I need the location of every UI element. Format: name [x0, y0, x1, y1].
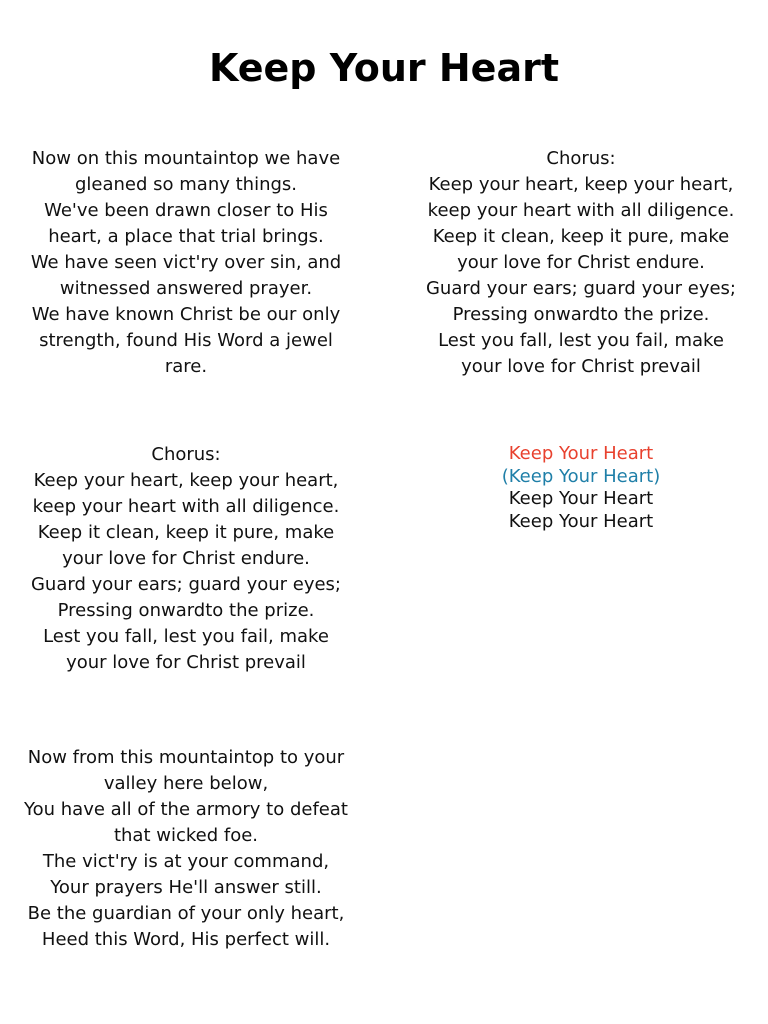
- lyric-line: Lest you fall, lest you fail, make: [43, 626, 329, 647]
- tag-line: Keep Your Heart: [508, 488, 654, 510]
- lyric-line: We've been drawn closer to His: [44, 200, 328, 221]
- lyric-line: Lest you fall, lest you fail, make: [438, 330, 724, 351]
- lyric-line: strength, found His Word a jewel: [39, 330, 333, 351]
- lyric-line: witnessed answered prayer.: [59, 278, 313, 299]
- chorus-1: [400, 146, 762, 380]
- lyric-line: keep your heart with all diligence.: [427, 200, 735, 221]
- lyric-line: Guard your ears; guard your eyes;: [425, 278, 737, 299]
- verse-1: [6, 146, 366, 380]
- lyric-line: We have seen vict'ry over sin, and: [30, 252, 342, 273]
- lyric-line: You have all of the armory to defeat: [24, 799, 348, 820]
- lyric-line: your love for Christ prevail: [66, 652, 306, 673]
- lyric-line: gleaned so many things.: [74, 174, 298, 195]
- tag-line-blue: (Keep Your Heart): [501, 465, 661, 487]
- lyric-line: Be the guardian of your only heart,: [27, 903, 345, 924]
- lyric-line: Keep it clean, keep it pure, make: [432, 226, 730, 247]
- chorus-heading: Chorus:: [151, 444, 221, 465]
- lyric-line: Now on this mountaintop we have: [31, 148, 341, 169]
- tag-line-red: Keep Your Heart: [508, 443, 654, 464]
- tag-line: Keep Your Heart: [508, 510, 654, 532]
- lyric-line: your love for Christ endure.: [62, 548, 310, 569]
- page-title: Keep Your Heart: [208, 46, 560, 90]
- lyric-line: your love for Christ prevail: [461, 356, 701, 377]
- lyric-line: Keep it clean, keep it pure, make: [37, 522, 335, 543]
- chorus-2: [6, 442, 366, 676]
- lyric-line: your love for Christ endure.: [457, 252, 705, 273]
- lyric-line: rare.: [164, 356, 208, 377]
- lyric-line: Heed this Word, His perfect will.: [41, 929, 331, 950]
- lyric-line: keep your heart with all diligence.: [32, 496, 340, 517]
- lyric-line: We have known Christ be our only: [31, 304, 341, 325]
- chorus-heading: Chorus:: [546, 148, 616, 169]
- lyric-line: heart, a place that trial brings.: [48, 226, 324, 247]
- lyric-line: Your prayers He'll answer still.: [50, 877, 322, 898]
- verse-2: [6, 745, 366, 953]
- tag-section: [400, 443, 762, 533]
- lyric-line: Keep your heart, keep your heart,: [33, 470, 339, 491]
- lyric-line: that wicked foe.: [113, 825, 259, 846]
- lyric-line: Pressing onwardto the prize.: [57, 600, 315, 621]
- lyric-line: Keep your heart, keep your heart,: [428, 174, 734, 195]
- lyric-line: Pressing onwardto the prize.: [452, 304, 710, 325]
- lyric-line: Guard your ears; guard your eyes;: [30, 574, 342, 595]
- lyric-line: valley here below,: [103, 773, 269, 794]
- lyric-line: The vict'ry is at your command,: [42, 851, 330, 872]
- lyric-line: Now from this mountaintop to your: [27, 747, 345, 768]
